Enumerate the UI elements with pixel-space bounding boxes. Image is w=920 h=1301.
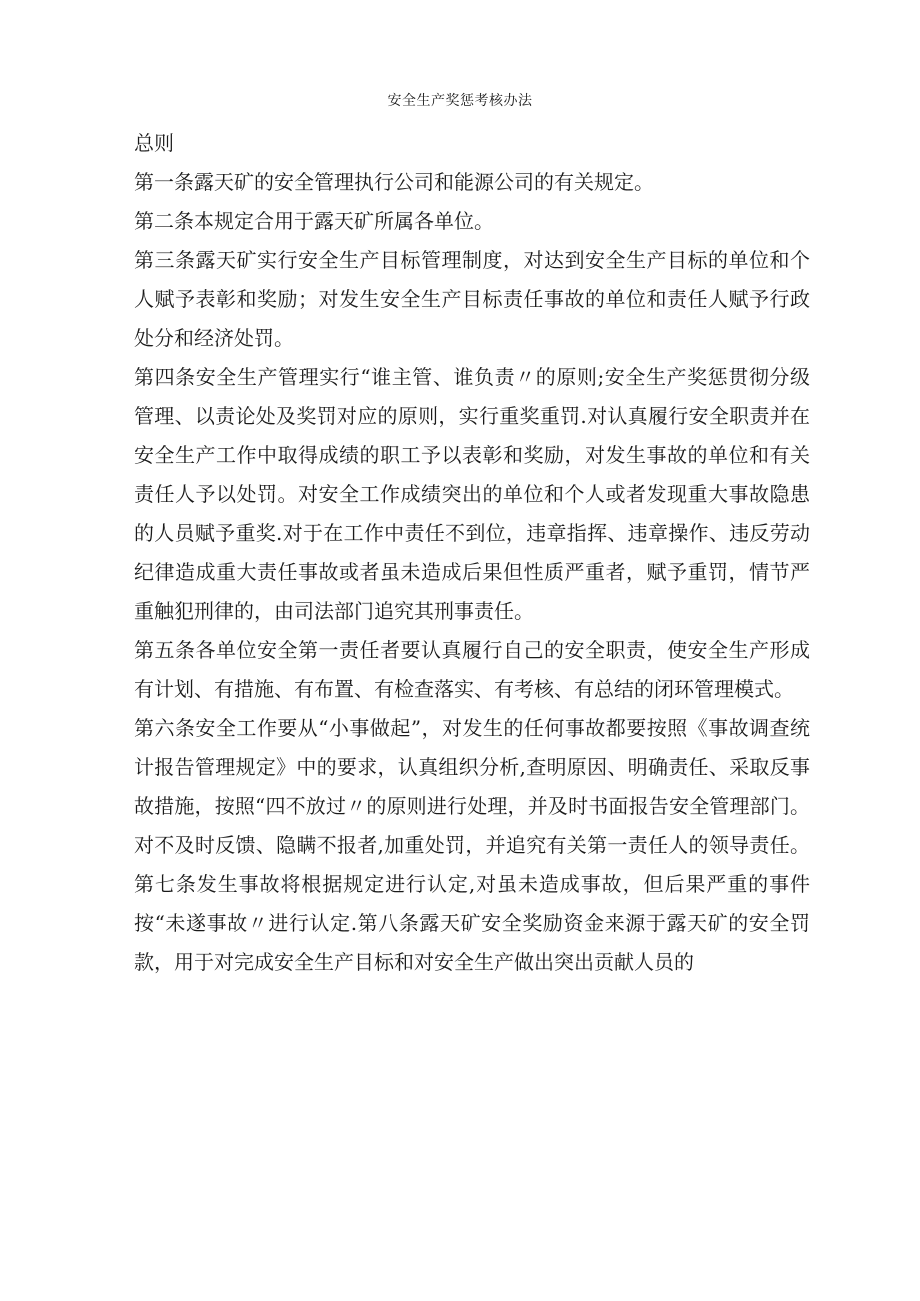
article-2: 第二条本规定合用于露天矿所属各单位。 [134, 209, 494, 233]
section-heading: 总则 [134, 131, 174, 155]
article-6-to-8: 第六条安全工作要从“小事做起”，对发生的任何事故都要按照《事故调查统计报告管理规定》中的要求，认真组织分析,查明原因、明确责任、采取反事故措施，按照“四不放过〃的原则进行处理，并及时书面报告安全管理部门。对不及时反馈、隐瞒不报者,加重处罚，并追究有关第一责任人的领导责任。第七条发生事故将根据规定进行认定,对虽未造成事故，但后果严重的事件按“未遂事故〃进行认定.第八条露天矿安全奖励资金来源于露天矿的安全罚款，用于对完成安全生产目标和对安全生产做出突出贡献人员的 [134, 716, 810, 974]
article-4: 第四条安全生产管理实行“谁主管、谁负责〃的原则;安全生产奖惩贯彻分级管理、以责论处及奖罚对应的原则，实行重奖重罚.对认真履行安全职责并在安全生产工作中取得成绩的职工予以表彰和奖励，对发生事故的单位和有关责任人予以处罚。对安全工作成绩突出的单位和个人或者发现重大事故隐患的人员赋予重奖.对于在工作中责任不到位，违章指挥、违章操作、违反劳动纪律造成重大责任事故或者虽未造成后果但性质严重者，赋予重罚，情节严重触犯刑律的，由司法部门追究其刑事责任。 [134, 365, 810, 623]
document-body [134, 124, 810, 982]
article-3: 第三条露天矿实行安全生产目标管理制度，对达到安全生产目标的单位和个人赋予表彰和奖励；对发生安全生产目标责任事故的单位和责任人赋予行政处分和经济处罚。 [134, 248, 810, 350]
article-1: 第一条露天矿的安全管理执行公司和能源公司的有关规定。 [134, 170, 654, 194]
document-title: 安全生产奖惩考核办法 [387, 93, 533, 109]
article-5: 第五条各单位安全第一责任者要认真履行自己的安全职责，使安全生产形成有计划、有措施、有布置、有检查落实、有考核、有总结的闭环管理模式。 [134, 638, 810, 701]
